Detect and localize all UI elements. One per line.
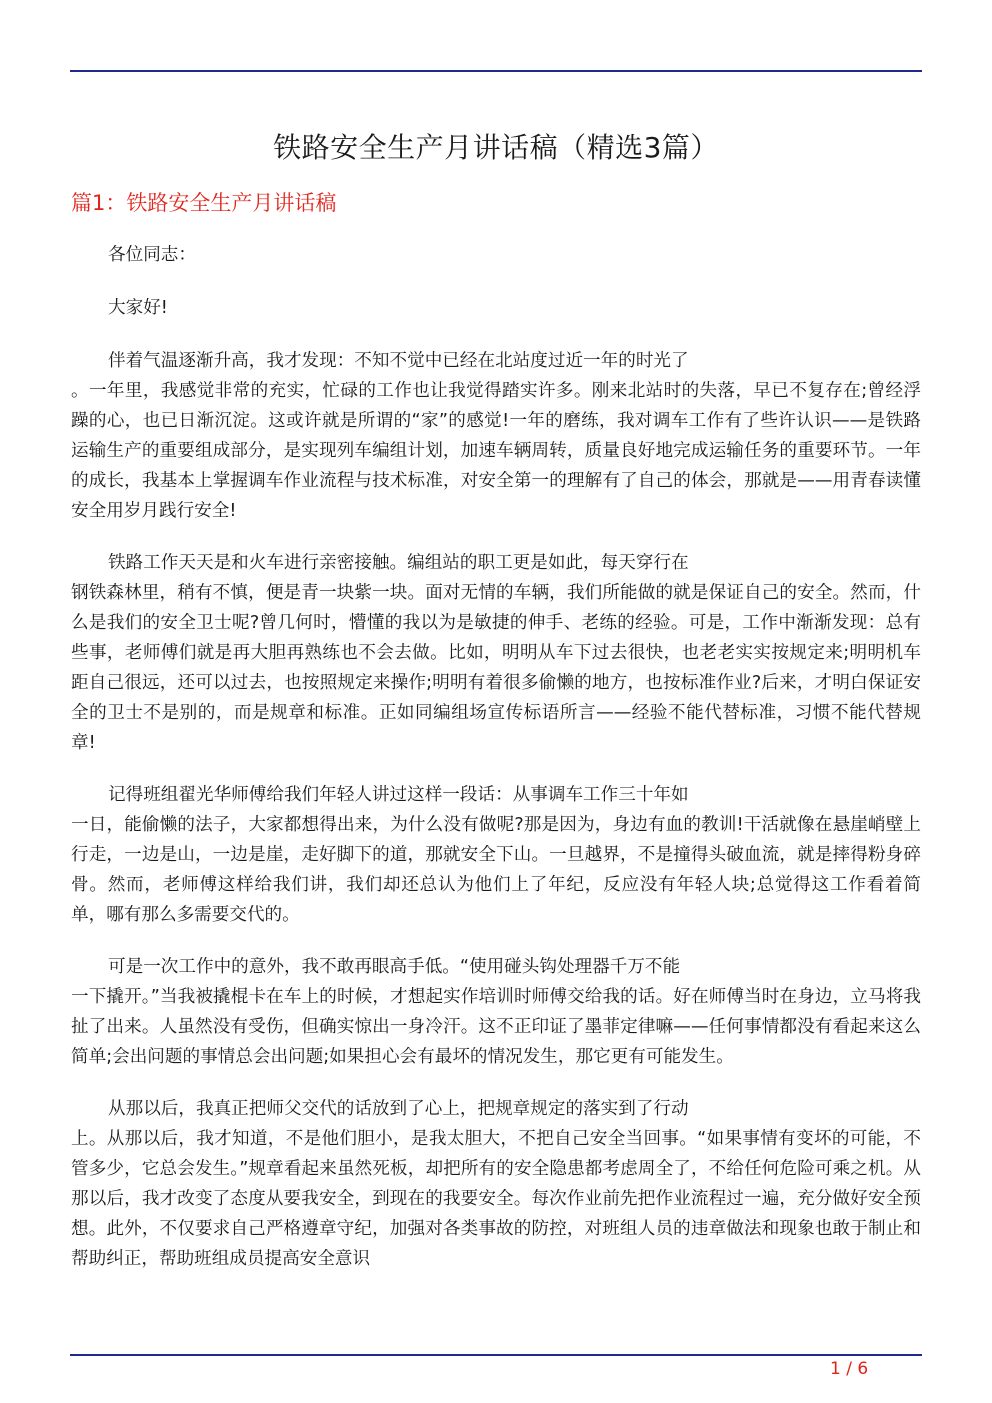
body-paragraph-4 — [71, 952, 921, 1072]
paragraph-lead-line: 从那以后，我真正把师父交代的话放到了心上，把规章规定的落实到了行动 — [108, 1099, 689, 1119]
greeting-salutation: 各位同志： — [108, 245, 196, 265]
paragraph-text: 一下撬开。”当我被撬棍卡在车上的时候，才想起实作培训时师傅交给我的话。好在师傅当时在身边，立马将我扯了出来。人虽然没有受伤，但确实惊出一身冷汗。这不正印证了墨菲定律嘛——任何事情都没有看起来这么简单;会出问题的事情总会出问题;如果担心会有最坏的情况发生，那它更有可能发生。 — [71, 987, 921, 1067]
body-paragraph-3 — [71, 780, 921, 930]
body-paragraph-1 — [71, 346, 921, 526]
section-heading: 篇1：铁路安全生产月讲话稿 — [71, 191, 337, 215]
paragraph-lead-line: 铁路工作天天是和火车进行亲密接触。编组站的职工更是如此，每天穿行在 — [108, 553, 689, 573]
paragraph-text: 一日，能偷懒的法子，大家都想得出来，为什么没有做呢?那是因为，身边有血的教训!干活就像在悬崖峭壁上行走，一边是山，一边是崖，走好脚下的道，那就安全下山。一旦越界，不是撞得头破血流，就是摔得粉身碎骨。然而，老师傅这样给我们讲，我们却还总认为他们上了年纪，反应没有年轻人块;总觉得这工作看着简单，哪有那么多需要交代的。 — [71, 815, 921, 925]
paragraph-text: 。一年里，我感觉非常的充实，忙碌的工作也让我觉得踏实许多。刚来北站时的失落，早已不复存在;曾经浮躁的心，也已日渐沉淀。这或许就是所谓的“家”的感觉!一年的磨练，我对调车工作有了些许认识——是铁路运输生产的重要组成部分，是实现列车编组计划，加速车辆周转，质量良好地完成运输任务的重要环节。一年的成长，我基本上掌握调车作业流程与技术标准，对安全第一的理解有了自己的体会，那就是——用青春读懂安全用岁月践行安全! — [71, 381, 921, 521]
paragraph-lead-line: 记得班组翟光华师傅给我们年轻人讲过这样一段话：从事调车工作三十年如 — [108, 785, 689, 805]
document-body — [71, 240, 921, 1296]
document-title: 铁路安全生产月讲话稿（精选3篇） — [273, 131, 719, 164]
header-rule — [70, 70, 922, 72]
page-number: 1 / 6 — [830, 1359, 869, 1379]
body-paragraph-2 — [71, 548, 921, 758]
greeting-hello: 大家好! — [108, 298, 168, 318]
paragraph-text: 钢铁森林里，稍有不慎，便是青一块紫一块。面对无情的车辆，我们所能做的就是保证自己的安全。然而，什么是我们的安全卫士呢?曾几何时，懵懂的我以为是敏捷的伸手、老练的经验。可是，工作中渐渐发现：总有些事，老师傅们就是再大胆再熟练也不会去做。比如，明明从车下过去很快，也老老实实按规定来;明明机车距自己很远，还可以过去，也按照规定来操作;明明有着很多偷懒的地方，也按标准作业?后来，才明白保证安全的卫士不是别的，而是规章和标准。正如同编组场宣传标语所言——经验不能代替标准，习惯不能代替规章! — [71, 583, 921, 753]
paragraph-text: 上。从那以后，我才知道，不是他们胆小，是我太胆大，不把自己安全当回事。“如果事情有变坏的可能，不管多少，它总会发生。”规章看起来虽然死板，却把所有的安全隐患都考虑周全了，不给任何危险可乘之机。从那以后，我才改变了态度从要我安全，到现在的我要安全。每次作业前先把作业流程过一遍，充分做好安全预想。此外，不仅要求自己严格遵章守纪，加强对各类事故的防控，对班组人员的违章做法和现象也敢于制止和帮助纠正，帮助班组成员提高安全意识 — [71, 1129, 921, 1269]
body-paragraph-5 — [71, 1094, 921, 1274]
paragraph-lead-line: 可是一次工作中的意外，我不敢再眼高手低。“使用碰头钩处理器千万不能 — [108, 957, 681, 977]
footer-rule — [70, 1354, 922, 1356]
paragraph-lead-line: 伴着气温逐渐升高，我才发现：不知不觉中已经在北站度过近一年的时光了 — [108, 351, 689, 371]
